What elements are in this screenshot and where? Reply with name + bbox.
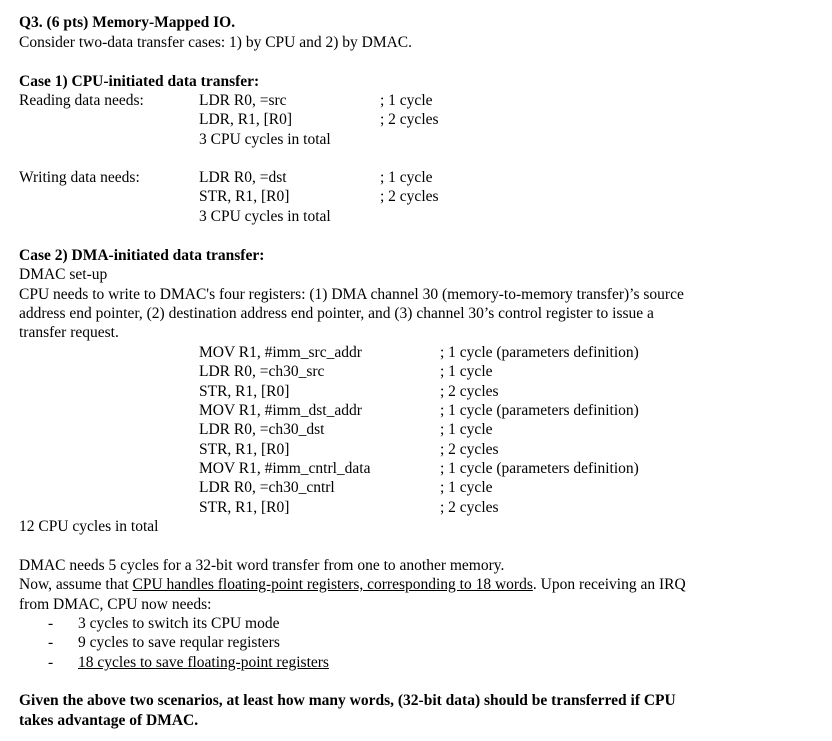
case2-paragraph-line: transfer request. xyxy=(19,324,119,341)
writing-comment: ; 2 cycles xyxy=(380,188,439,205)
question-title: Q3. (6 pts) Memory-Mapped IO. xyxy=(19,14,236,31)
dmac-line-pre: Now, assume that xyxy=(19,576,133,593)
reading-total: 3 CPU cycles in total xyxy=(199,131,331,148)
dma-code-line: MOV R1, #imm_dst_addr xyxy=(199,402,362,419)
writing-code-line: LDR R0, =dst xyxy=(199,169,287,186)
dmac-line-post: . Upon receiving an IRQ xyxy=(532,576,686,593)
reading-code-line: LDR, R1, [R0] xyxy=(199,111,292,128)
bullet-item: 9 cycles to save reqular registers xyxy=(78,634,280,651)
dma-code-line: LDR R0, =ch30_dst xyxy=(199,421,325,438)
dma-comment: ; 1 cycle (parameters definition) xyxy=(440,344,639,361)
bullet-item: 18 cycles to save floating-point registers xyxy=(78,654,329,671)
question-line: takes advantage of DMAC. xyxy=(19,712,199,729)
dma-code-line: LDR R0, =ch30_cntrl xyxy=(199,479,335,496)
writing-comment: ; 1 cycle xyxy=(380,169,433,186)
dma-code-line: STR, R1, [R0] xyxy=(199,383,290,400)
dma-code-line: STR, R1, [R0] xyxy=(199,499,290,516)
dmac-line: from DMAC, CPU now needs: xyxy=(19,596,212,613)
case1-heading: Case 1) CPU-initiated data transfer: xyxy=(19,73,260,90)
case2-subheading: DMAC set-up xyxy=(19,266,108,283)
dmac-line xyxy=(19,575,686,594)
dma-total: 12 CPU cycles in total xyxy=(19,518,159,535)
dma-comment: ; 1 cycle xyxy=(440,363,493,380)
writing-label: Writing data needs: xyxy=(19,169,140,186)
dmac-underlined-phrase: CPU handles floating-point registers, corresponding to 18 words xyxy=(132,576,533,593)
bullet-marker: - xyxy=(48,615,54,632)
dma-code-line: LDR R0, =ch30_src xyxy=(199,363,325,380)
bullet-marker: - xyxy=(48,654,54,671)
reading-comment: ; 2 cycles xyxy=(380,111,439,128)
dma-comment: ; 1 cycle (parameters definition) xyxy=(440,402,639,419)
intro-text: Consider two-data transfer cases: 1) by CPU and 2) by DMAC. xyxy=(19,34,413,51)
reading-code-line: LDR R0, =src xyxy=(199,92,287,109)
reading-comment: ; 1 cycle xyxy=(380,92,433,109)
case2-heading: Case 2) DMA-initiated data transfer: xyxy=(19,247,265,264)
dma-code-line: MOV R1, #imm_cntrl_data xyxy=(199,460,371,477)
writing-total: 3 CPU cycles in total xyxy=(199,208,331,225)
dma-comment: ; 2 cycles xyxy=(440,499,499,516)
question-line: Given the above two scenarios, at least how many words, (32-bit data) should be transferred if CPU xyxy=(19,692,676,709)
dma-comment: ; 1 cycle xyxy=(440,421,493,438)
bullet-marker: - xyxy=(48,634,54,651)
case2-paragraph-line: address end pointer, (2) destination address end pointer, and (3) channel 30’s control register to issue a xyxy=(19,305,654,322)
dma-comment: ; 2 cycles xyxy=(440,383,499,400)
dma-code-line: STR, R1, [R0] xyxy=(199,441,290,458)
dma-comment: ; 2 cycles xyxy=(440,441,499,458)
reading-label: Reading data needs: xyxy=(19,92,144,109)
writing-code-line: STR, R1, [R0] xyxy=(199,188,290,205)
bullet-item: 3 cycles to switch its CPU mode xyxy=(78,615,280,632)
case2-paragraph-line: CPU needs to write to DMAC's four registers: (1) DMA channel 30 (memory-to-memory transfer)’s source xyxy=(19,286,684,303)
dmac-line: DMAC needs 5 cycles for a 32-bit word transfer from one to another memory. xyxy=(19,557,505,574)
dma-comment: ; 1 cycle (parameters definition) xyxy=(440,460,639,477)
dma-code-line: MOV R1, #imm_src_addr xyxy=(199,344,362,361)
dma-comment: ; 1 cycle xyxy=(440,479,493,496)
